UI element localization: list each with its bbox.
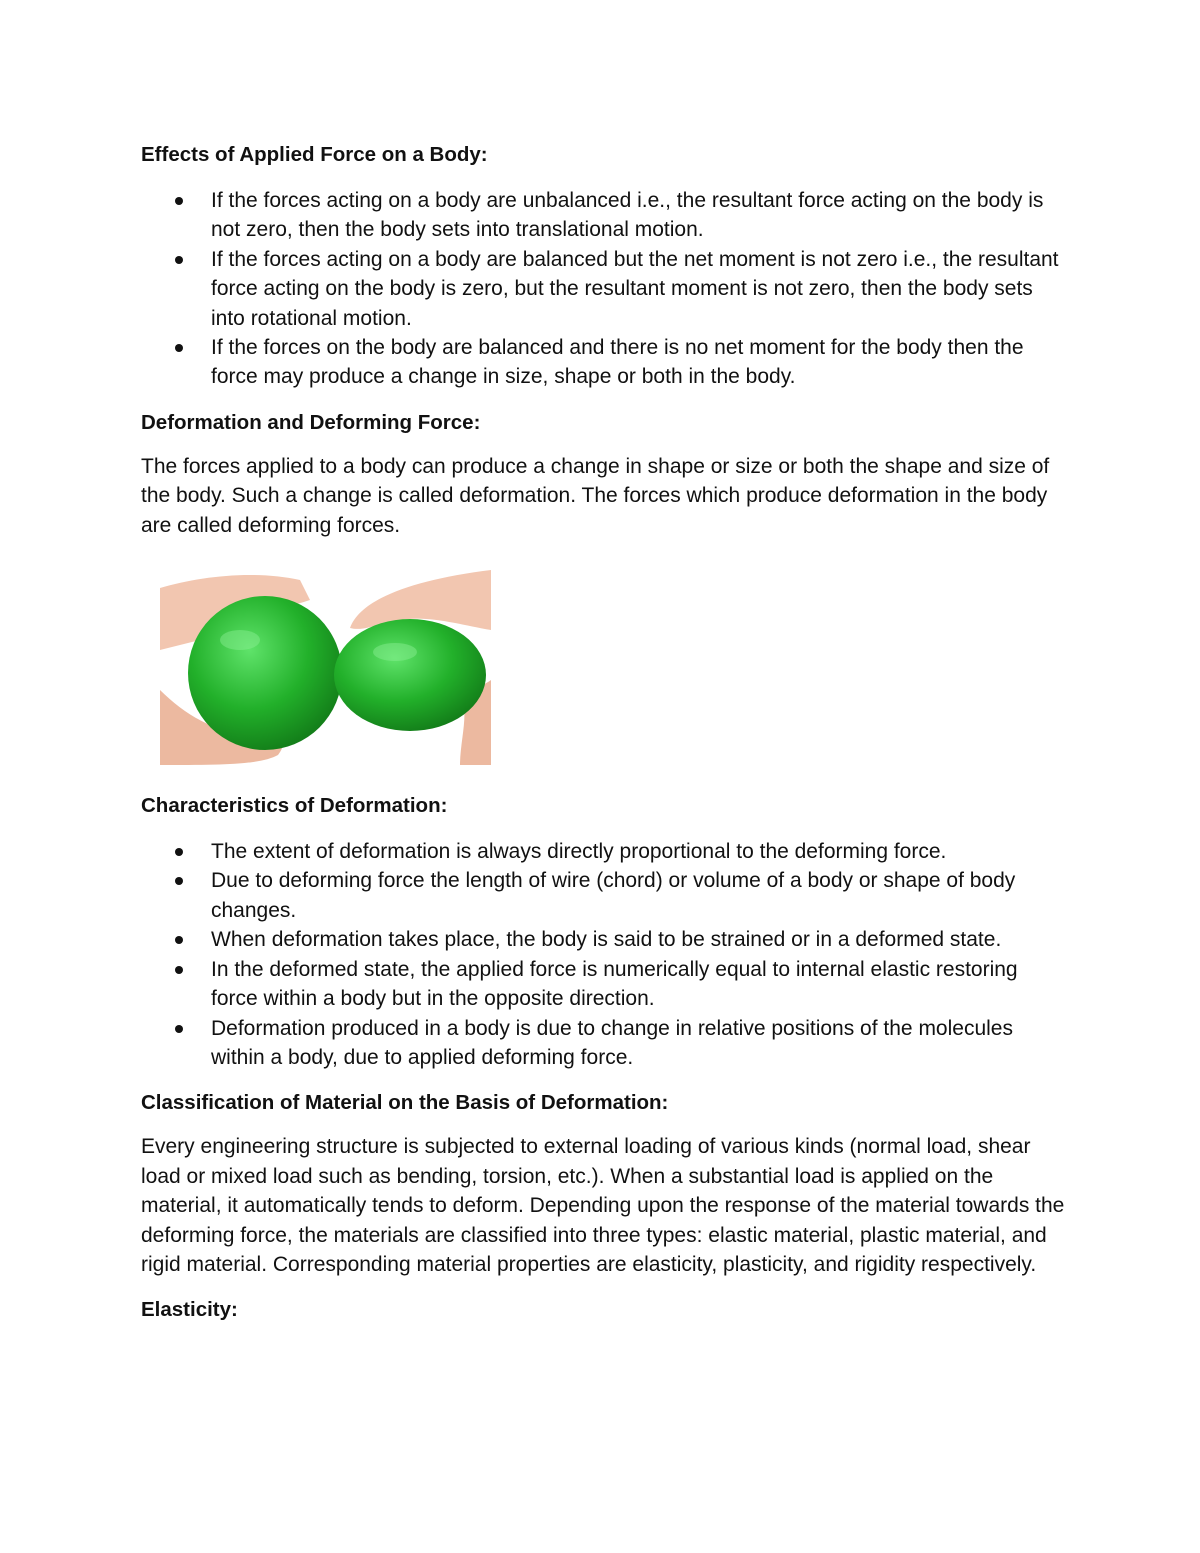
heading-classification: Classification of Material on the Basis of Deformation: <box>141 1091 669 1115</box>
list-characteristics <box>141 837 1066 1072</box>
list-item: If the forces acting on a body are unbalanced i.e., the resultant force acting on the body is not zero, then the body sets into translational motion. <box>141 186 1066 245</box>
paragraph-deformation: The forces applied to a body can produce a change in shape or size or both the shape and size of the body. Such a change is called deformation. The forces which produce deformation in the body are called deforming forces. <box>141 454 1050 537</box>
heading-effects: Effects of Applied Force on a Body: <box>141 143 488 166</box>
list-item: If the forces acting on a body are balanced but the net moment is not zero i.e., the resultant force acting on the body is zero, but the resultant moment is not zero, then the body sets into rotational motion. <box>141 245 1066 333</box>
list-item: If the forces on the body are balanced and there is no net moment for the body then the force may produce a change in size, shape or both in the body. <box>141 333 1066 392</box>
document-content <box>141 140 1066 1325</box>
round-ball <box>188 596 342 750</box>
list-item: Due to deforming force the length of wire (chord) or volume of a body or shape of body changes. <box>141 866 1066 925</box>
list-item: When deformation takes place, the body is said to be strained or in a deformed state. <box>141 925 1066 954</box>
list-item: The extent of deformation is always directly proportional to the deforming force. <box>141 837 1066 866</box>
ball-illustration <box>160 570 491 765</box>
list-item: Deformation produced in a body is due to change in relative positions of the molecules within a body, due to applied deforming force. <box>141 1014 1066 1073</box>
paragraph-classification: Every engineering structure is subjected to external loading of various kinds (normal load, shear load or mixed load such as bending, torsion, etc.). When a substantial load is applied on the material, it automatically tends to deform. Depending upon the response of the material towards the deforming force, the materials are classified into three types: elastic material, plastic material, and rigid material. Corresponding material properties are elasticity, plasticity, and rigidity respectively. <box>141 1135 1065 1276</box>
squeezed-ball-image <box>160 570 491 765</box>
heading-characteristics: Characteristics of Deformation: <box>141 794 448 818</box>
list-item: In the deformed state, the applied force is numerically equal to internal elastic restoring force within a body but in the opposite direction. <box>141 955 1066 1014</box>
heading-deformation: Deformation and Deforming Force: <box>141 410 481 434</box>
heading-elasticity: Elasticity: <box>141 1298 238 1322</box>
list-effects <box>141 186 1066 392</box>
squeezed-ball <box>334 619 486 731</box>
